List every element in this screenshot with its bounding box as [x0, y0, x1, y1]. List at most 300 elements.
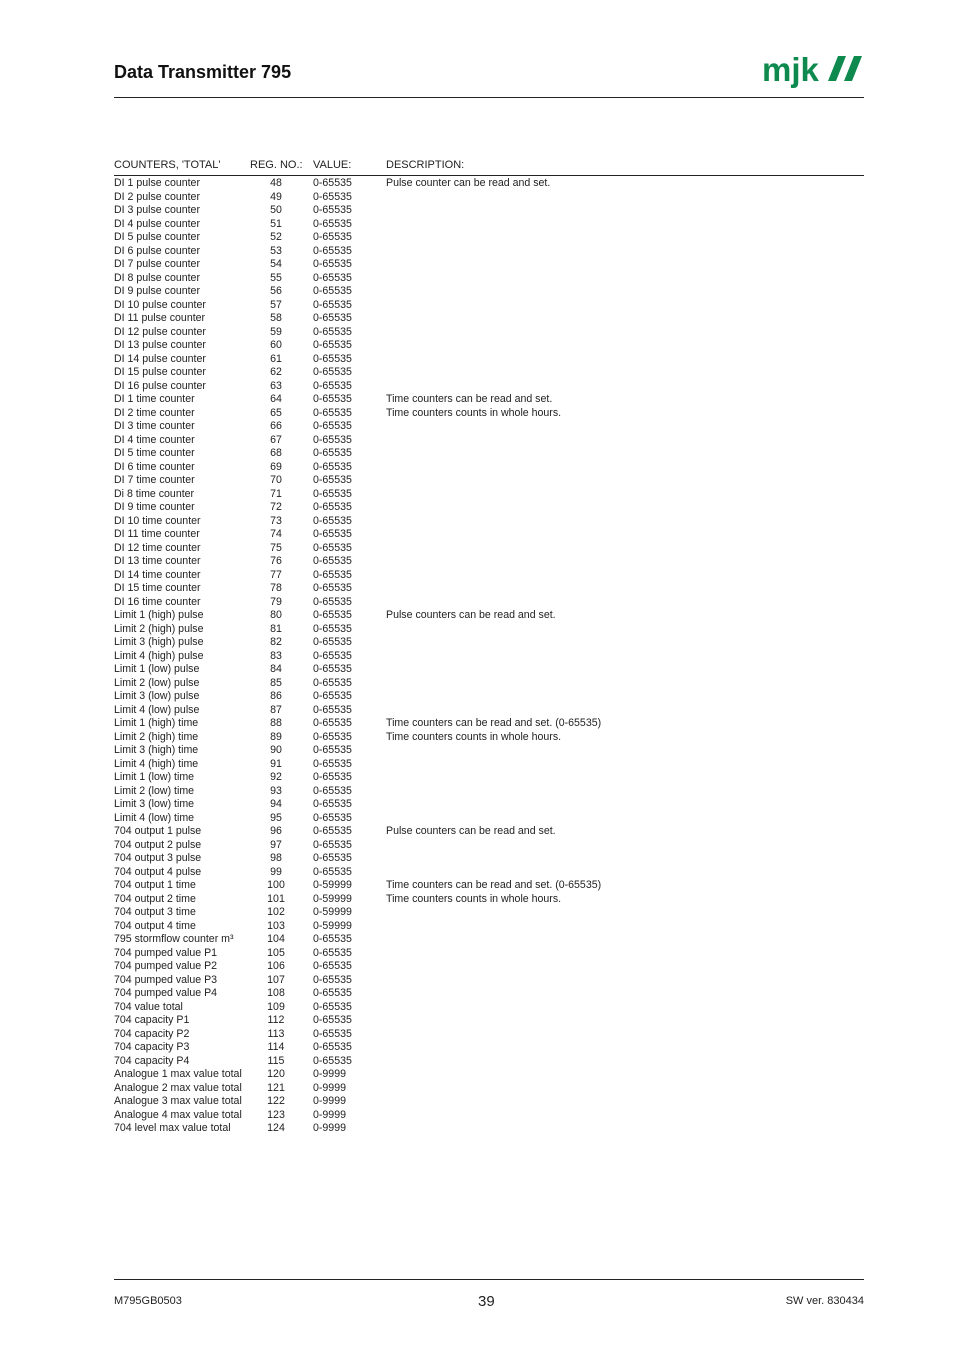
table-row [114, 555, 864, 569]
value-range: 0-65535 [313, 730, 352, 743]
counter-name: DI 16 time counter [114, 595, 201, 608]
register-number: 49 [270, 190, 282, 203]
table-row [114, 1014, 864, 1028]
mjk-logo [762, 50, 864, 92]
counter-name: Limit 3 (high) pulse [114, 636, 204, 648]
value-range: 0-65535 [313, 177, 352, 189]
register-number: 81 [270, 622, 282, 635]
counter-name: DI 5 time counter [114, 447, 195, 459]
table-row [114, 542, 864, 556]
counter-name: DI 13 pulse counter [114, 339, 206, 351]
counter-name: DI 1 time counter [114, 393, 195, 405]
table-row [114, 717, 864, 731]
table-header [114, 159, 864, 174]
value-range: 0-65535 [313, 487, 352, 500]
register-number: 109 [267, 1000, 285, 1013]
table-row [114, 366, 864, 380]
counter-name: 704 output 4 pulse [114, 865, 202, 878]
counter-name: Analogue 1 max value total [114, 1068, 242, 1080]
counter-name: Limit 2 (low) time [114, 784, 195, 797]
counter-name: 704 output 3 time [114, 906, 196, 918]
value-range: 0-65535 [313, 690, 352, 702]
value-range: 0-65535 [313, 460, 352, 473]
counter-name: 704 capacity P2 [114, 1027, 190, 1040]
register-number: 48 [270, 177, 282, 189]
register-number: 54 [270, 258, 282, 270]
table-row [114, 393, 864, 407]
value-range: 0-65535 [313, 933, 352, 945]
register-number: 94 [270, 798, 282, 810]
table-row [114, 839, 864, 853]
description: Time counters counts in whole hours. [386, 406, 562, 419]
value-range: 0-65535 [313, 798, 352, 810]
counter-name: DI 11 time counter [114, 528, 200, 540]
register-number: 99 [270, 865, 282, 878]
table-row [114, 798, 864, 812]
register-number: 66 [270, 420, 282, 432]
value-range: 0-65535 [313, 595, 352, 608]
register-number: 86 [270, 690, 282, 702]
counter-name: 704 output 2 pulse [114, 838, 202, 851]
value-range: 0-65535 [313, 339, 352, 351]
value-range: 0-65535 [313, 973, 352, 986]
value-range: 0-65535 [313, 393, 352, 405]
description: Time counters counts in whole hours. [386, 730, 562, 743]
table-row [114, 906, 864, 920]
software-version: SW ver. 830434 [785, 1295, 864, 1307]
value-range: 0-65535 [313, 258, 352, 270]
value-range: 0-65535 [313, 379, 352, 392]
register-number: 121 [267, 1081, 285, 1094]
table-row [114, 434, 864, 448]
table-row [114, 758, 864, 772]
counter-name: DI 9 time counter [114, 501, 195, 513]
counter-name: Di 8 time counter [114, 487, 195, 500]
value-range: 0-9999 [313, 1108, 346, 1121]
register-number: 98 [270, 852, 282, 864]
value-range: 0-65535 [313, 582, 352, 594]
register-number: 115 [267, 1054, 285, 1067]
table-row [114, 204, 864, 218]
table-row [114, 1028, 864, 1042]
register-number: 93 [270, 784, 282, 797]
table-row [114, 785, 864, 799]
table-row [114, 447, 864, 461]
table-row [114, 879, 864, 893]
register-number: 67 [270, 433, 282, 446]
counter-name: Limit 2 (high) time [114, 730, 199, 743]
table-row [114, 987, 864, 1001]
counter-name: 795 stormflow counter m³ [114, 933, 234, 945]
counter-name: 704 output 1 pulse [114, 825, 202, 837]
table-row [114, 231, 864, 245]
table-row [114, 596, 864, 610]
register-number: 113 [267, 1027, 285, 1040]
table-row [114, 501, 864, 515]
table-row [114, 974, 864, 988]
value-range: 0-9999 [313, 1068, 346, 1080]
register-number: 50 [270, 204, 282, 216]
counter-name: DI 15 time counter [114, 582, 201, 594]
register-number: 97 [270, 838, 282, 851]
value-range: 0-65535 [313, 825, 352, 837]
register-number: 91 [270, 757, 282, 770]
value-range: 0-65535 [313, 190, 352, 203]
counter-name: DI 6 time counter [114, 460, 195, 473]
value-range: 0-65535 [313, 447, 352, 459]
value-range: 0-65535 [313, 541, 352, 554]
table-row [114, 663, 864, 677]
value-range: 0-65535 [313, 352, 352, 365]
counter-name: DI 8 pulse counter [114, 271, 200, 284]
counter-name: DI 4 pulse counter [114, 217, 200, 230]
value-range: 0-65535 [313, 474, 352, 486]
register-number: 124 [267, 1122, 285, 1134]
column-header-value: VALUE: [313, 159, 352, 171]
counter-name: Limit 4 (low) time [114, 811, 195, 824]
counter-name: 704 pumped value P1 [114, 946, 218, 959]
counter-name: Limit 1 (low) time [114, 771, 195, 783]
register-number: 70 [270, 474, 282, 486]
value-range: 0-65535 [313, 528, 352, 540]
value-range: 0-65535 [313, 298, 352, 311]
column-header-reg-no: REG. NO.: [250, 159, 303, 171]
register-number: 56 [270, 285, 282, 297]
value-range: 0-65535 [313, 717, 352, 729]
register-number: 112 [267, 1014, 285, 1026]
counter-name: DI 10 time counter [114, 514, 201, 527]
table-row [114, 515, 864, 529]
value-range: 0-65535 [313, 771, 352, 783]
counter-name: DI 3 pulse counter [114, 204, 200, 216]
value-range: 0-65535 [313, 514, 352, 527]
register-number: 92 [270, 771, 282, 783]
register-number: 63 [270, 379, 282, 392]
counter-name: Analogue 2 max value total [114, 1081, 242, 1094]
counter-name: Limit 2 (high) pulse [114, 622, 204, 635]
counter-name: DI 10 pulse counter [114, 298, 206, 311]
table-row [114, 1068, 864, 1082]
table-row [114, 623, 864, 637]
table-row [114, 326, 864, 340]
counter-name: DI 2 pulse counter [114, 190, 200, 203]
register-number: 72 [270, 501, 282, 513]
value-range: 0-65535 [313, 312, 352, 324]
register-number: 79 [270, 595, 282, 608]
table-row [114, 609, 864, 623]
table-row [114, 825, 864, 839]
table-row [114, 258, 864, 272]
table-row [114, 474, 864, 488]
logo-text: mjk [762, 51, 819, 88]
table-row [114, 407, 864, 421]
value-range: 0-65535 [313, 744, 352, 756]
table-body [114, 177, 864, 1136]
register-number: 62 [270, 366, 282, 378]
register-number: 57 [270, 298, 282, 311]
table-row [114, 461, 864, 475]
value-range: 0-65535 [313, 649, 352, 662]
value-range: 0-59999 [313, 879, 352, 891]
value-range: 0-65535 [313, 244, 352, 257]
value-range: 0-65535 [313, 811, 352, 824]
counter-name: DI 11 pulse counter [114, 312, 206, 324]
value-range: 0-65535 [313, 271, 352, 284]
description: Time counters can be read and set. (0-65535) [386, 717, 602, 729]
value-range: 0-9999 [313, 1095, 346, 1107]
value-range: 0-65535 [313, 1041, 352, 1053]
table-row [114, 1001, 864, 1015]
register-number: 88 [270, 717, 282, 729]
table-row [114, 852, 864, 866]
value-range: 0-65535 [313, 555, 352, 567]
counter-name: DI 3 time counter [114, 420, 195, 432]
counter-name: Analogue 4 max value total [114, 1108, 242, 1121]
table-row [114, 677, 864, 691]
table-header-rule [114, 175, 864, 176]
table-row [114, 920, 864, 934]
table-row [114, 1082, 864, 1096]
register-number: 100 [267, 879, 285, 891]
value-range: 0-65535 [313, 865, 352, 878]
counter-name: DI 16 pulse counter [114, 379, 206, 392]
value-range: 0-65535 [313, 366, 352, 378]
description: Pulse counters can be read and set. [386, 825, 556, 837]
register-number: 87 [270, 703, 282, 716]
counter-name: 704 capacity P1 [114, 1014, 190, 1026]
counter-name: Limit 3 (low) pulse [114, 690, 200, 702]
table-row [114, 582, 864, 596]
table-row [114, 933, 864, 947]
register-number: 95 [270, 811, 282, 824]
page-number: 39 [478, 1293, 495, 1310]
counter-name: Limit 3 (low) time [114, 798, 195, 810]
register-number: 71 [270, 487, 282, 500]
register-number: 82 [270, 636, 282, 648]
register-number: 69 [270, 460, 282, 473]
register-number: 61 [270, 352, 282, 365]
register-number: 102 [267, 906, 285, 918]
value-range: 0-65535 [313, 946, 352, 959]
counter-name: DI 5 pulse counter [114, 231, 200, 243]
value-range: 0-65535 [313, 784, 352, 797]
header-rule [114, 97, 864, 98]
table-row [114, 893, 864, 907]
register-number: 58 [270, 312, 282, 324]
table-row [114, 1122, 864, 1136]
register-number: 75 [270, 541, 282, 554]
counter-name: 704 capacity P3 [114, 1041, 190, 1053]
table-row [114, 488, 864, 502]
register-number: 108 [267, 987, 285, 999]
value-range: 0-59999 [313, 906, 352, 918]
table-row [114, 947, 864, 961]
counter-name: 704 output 2 time [114, 892, 196, 905]
description: Pulse counters can be read and set. [386, 609, 556, 621]
register-number: 123 [267, 1108, 285, 1121]
table-row [114, 744, 864, 758]
value-range: 0-65535 [313, 1014, 352, 1026]
value-range: 0-65535 [313, 838, 352, 851]
value-range: 0-9999 [313, 1122, 346, 1134]
counter-name: DI 4 time counter [114, 433, 195, 446]
table-row [114, 704, 864, 718]
counter-name: 704 value total [114, 1000, 183, 1013]
register-number: 120 [267, 1068, 285, 1080]
table-row [114, 731, 864, 745]
description: Pulse counter can be read and set. [386, 177, 551, 189]
counter-name: DI 2 time counter [114, 406, 195, 419]
register-number: 114 [267, 1041, 285, 1053]
value-range: 0-65535 [313, 676, 352, 689]
table-row [114, 272, 864, 286]
counter-name: DI 13 time counter [114, 555, 201, 567]
counter-name: 704 output 4 time [114, 919, 196, 932]
page-title: Data Transmitter 795 [114, 62, 292, 82]
value-range: 0-65535 [313, 568, 352, 581]
value-range: 0-59999 [313, 892, 352, 905]
counter-name: DI 9 pulse counter [114, 285, 200, 297]
counter-name: 704 pumped value P4 [114, 987, 218, 999]
register-number: 76 [270, 555, 282, 567]
column-header-counters: COUNTERS, 'TOTAL' [114, 159, 221, 171]
value-range: 0-59999 [313, 919, 352, 932]
table-row [114, 191, 864, 205]
register-number: 74 [270, 528, 282, 540]
counter-name: Limit 3 (high) time [114, 744, 199, 756]
counter-name: Limit 2 (low) pulse [114, 676, 200, 689]
register-number: 77 [270, 568, 282, 581]
register-number: 83 [270, 649, 282, 662]
counter-name: DI 14 time counter [114, 568, 201, 581]
counter-name: DI 12 time counter [114, 541, 201, 554]
table-row [114, 771, 864, 785]
counter-name: 704 level max value total [114, 1122, 231, 1134]
table-row [114, 312, 864, 326]
value-range: 0-65535 [313, 285, 352, 297]
counter-name: Limit 4 (high) pulse [114, 649, 204, 662]
table-row [114, 177, 864, 191]
table-row [114, 866, 864, 880]
value-range: 0-65535 [313, 406, 352, 419]
counter-name: Limit 4 (low) pulse [114, 703, 200, 716]
register-number: 84 [270, 663, 282, 675]
table-row [114, 285, 864, 299]
counter-name: DI 7 pulse counter [114, 258, 200, 270]
counter-name: 704 output 1 time [114, 879, 196, 891]
value-range: 0-65535 [313, 420, 352, 432]
register-number: 68 [270, 447, 282, 459]
register-number: 96 [270, 825, 282, 837]
register-number: 73 [270, 514, 282, 527]
value-range: 0-65535 [313, 636, 352, 648]
counter-name: DI 12 pulse counter [114, 325, 206, 338]
counter-name: DI 6 pulse counter [114, 244, 200, 257]
register-number: 65 [270, 406, 282, 419]
value-range: 0-65535 [313, 960, 352, 972]
value-range: 0-65535 [313, 757, 352, 770]
value-range: 0-65535 [313, 1000, 352, 1013]
register-number: 104 [267, 933, 285, 945]
register-number: 106 [267, 960, 285, 972]
counter-name: Limit 1 (high) pulse [114, 609, 204, 621]
register-number: 53 [270, 244, 282, 257]
counter-name: Limit 1 (high) time [114, 717, 199, 729]
register-number: 80 [270, 609, 282, 621]
document-code: M795GB0503 [114, 1295, 182, 1307]
value-range: 0-65535 [313, 703, 352, 716]
counter-name: DI 1 pulse counter [114, 177, 200, 189]
table-row [114, 812, 864, 826]
description: Time counters counts in whole hours. [386, 892, 562, 905]
table-row [114, 650, 864, 664]
register-number: 78 [270, 582, 282, 594]
value-range: 0-65535 [313, 231, 352, 243]
table-row [114, 960, 864, 974]
table-row [114, 353, 864, 367]
counter-name: Analogue 3 max value total [114, 1095, 242, 1107]
register-number: 105 [267, 946, 285, 959]
table-row [114, 636, 864, 650]
table-row [114, 1095, 864, 1109]
value-range: 0-65535 [313, 609, 352, 621]
counter-name: Limit 1 (low) pulse [114, 663, 200, 675]
register-number: 55 [270, 271, 282, 284]
description: Time counters can be read and set. (0-65535) [386, 879, 602, 891]
value-range: 0-65535 [313, 433, 352, 446]
register-number: 101 [267, 892, 285, 905]
footer-rule [114, 1279, 864, 1280]
register-number: 89 [270, 730, 282, 743]
counter-name: DI 15 pulse counter [114, 366, 206, 378]
table-row [114, 339, 864, 353]
value-range: 0-65535 [313, 217, 352, 230]
table-row [114, 1055, 864, 1069]
value-range: 0-65535 [313, 852, 352, 864]
value-range: 0-65535 [313, 1054, 352, 1067]
counter-name: Limit 4 (high) time [114, 757, 199, 770]
value-range: 0-65535 [313, 663, 352, 675]
table-row [114, 299, 864, 313]
table-row [114, 528, 864, 542]
value-range: 0-65535 [313, 1027, 352, 1040]
register-number: 107 [267, 973, 285, 986]
register-number: 64 [270, 393, 282, 405]
register-number: 103 [267, 919, 285, 932]
register-number: 85 [270, 676, 282, 689]
counter-name: 704 output 3 pulse [114, 852, 202, 864]
table-row [114, 420, 864, 434]
table-row [114, 380, 864, 394]
counter-name: 704 capacity P4 [114, 1054, 190, 1067]
value-range: 0-65535 [313, 622, 352, 635]
value-range: 0-65535 [313, 501, 352, 513]
counter-name: 704 pumped value P3 [114, 973, 218, 986]
column-header-description: DESCRIPTION: [386, 159, 465, 171]
register-number: 90 [270, 744, 282, 756]
counter-name: DI 7 time counter [114, 474, 195, 486]
table-row [114, 690, 864, 704]
description: Time counters can be read and set. [386, 393, 553, 405]
register-number: 122 [267, 1095, 285, 1107]
value-range: 0-65535 [313, 987, 352, 999]
table-row [114, 569, 864, 583]
table-row [114, 1109, 864, 1123]
register-number: 59 [270, 325, 282, 338]
table-row [114, 245, 864, 259]
value-range: 0-9999 [313, 1081, 346, 1094]
table-row [114, 218, 864, 232]
